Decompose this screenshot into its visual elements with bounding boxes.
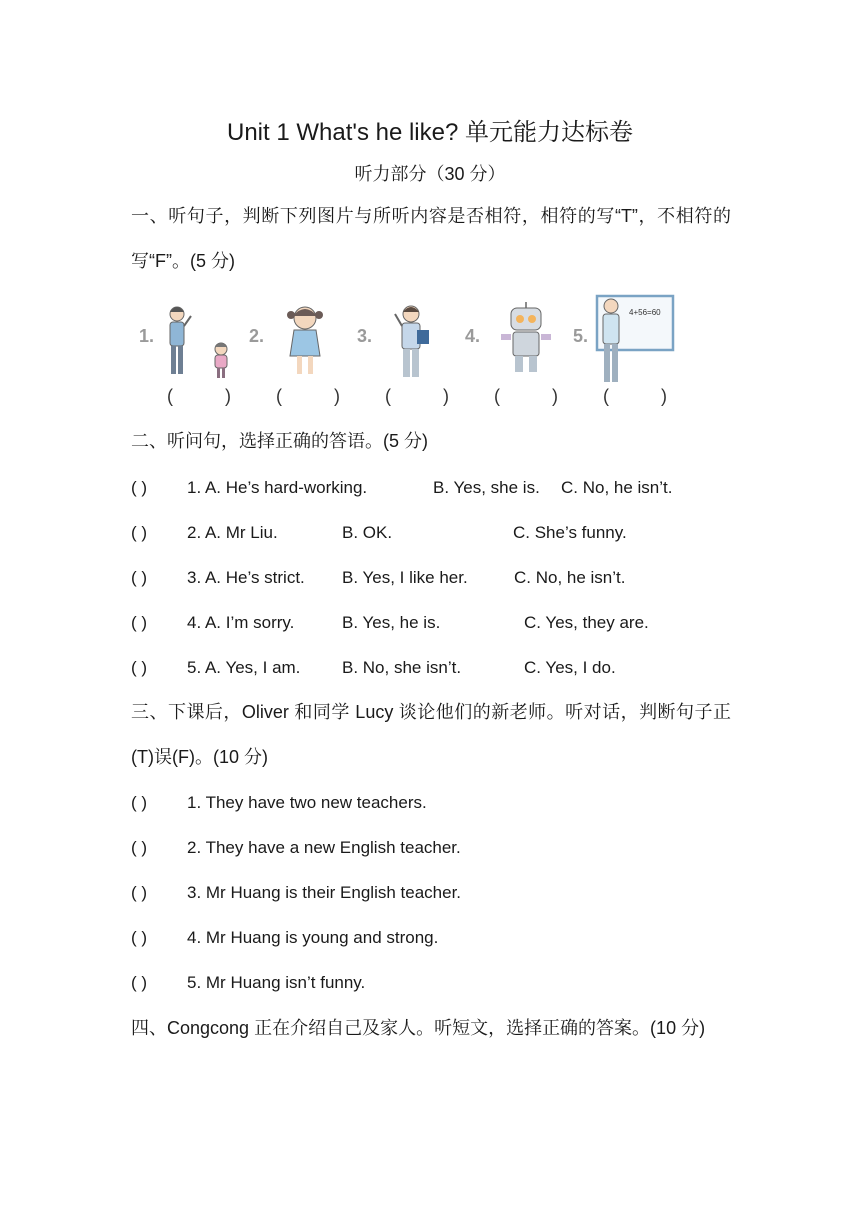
picture-5-teacher-at-board: [595, 294, 675, 384]
picture-number-5: 5.: [573, 326, 589, 346]
answer-blank[interactable]: ( ): [131, 883, 148, 902]
option-a: 3. A. He’s strict.: [187, 568, 305, 587]
statement-text: 3. Mr Huang is their English teacher.: [187, 883, 462, 902]
option-a: 4. A. I’m sorry.: [187, 613, 295, 632]
picture-number-2: 2.: [249, 326, 265, 346]
board-equation: 4+56=60: [629, 308, 661, 317]
option-b: B. Yes, I like her.: [342, 568, 468, 587]
section3-heading: 三、下课后，Oliver 和同学 Lucy 谈论他们的新老师。听对话，判断句子正(T)误(F)。(10 分): [131, 702, 731, 767]
option-c: C. No, he isn’t.: [561, 478, 673, 497]
section2-heading: 二、听问句，选择正确的答语。(5 分): [131, 431, 428, 451]
section1-picture-row: [131, 294, 691, 384]
statement-text: 2. They have a new English teacher.: [187, 838, 461, 857]
answer-blank[interactable]: ( ): [131, 568, 148, 587]
statement-text: 5. Mr Huang isn’t funny.: [187, 973, 366, 992]
picture-4-robot: [495, 302, 559, 382]
answer-blank[interactable]: ( ): [131, 838, 148, 857]
option-b: B. Yes, he is.: [342, 613, 441, 632]
picture-number-1: 1.: [139, 326, 155, 346]
option-b: B. Yes, she is.: [433, 478, 540, 497]
page-title: Unit 1 What's he like? 单元能力达标卷: [226, 119, 634, 146]
option-c: C. No, he isn’t.: [514, 568, 626, 587]
answer-blank[interactable]: ( ): [131, 658, 148, 677]
answer-blank[interactable]: ( ): [131, 928, 148, 947]
option-a: 5. A. Yes, I am.: [187, 658, 301, 677]
picture-1-man-and-girl: [161, 302, 241, 382]
statement-text: 4. Mr Huang is young and strong.: [187, 928, 439, 947]
statement-text: 1. They have two new teachers.: [187, 793, 427, 812]
option-b: B. OK.: [342, 523, 393, 542]
option-c: C. Yes, I do.: [524, 658, 616, 677]
answer-blank[interactable]: ( ): [131, 973, 148, 992]
option-b: B. No, she isn’t.: [342, 658, 462, 677]
option-a: 2. A. Mr Liu.: [187, 523, 278, 542]
picture-2-girl: [279, 300, 331, 380]
answer-blank[interactable]: ( ): [131, 478, 148, 497]
option-c: C. Yes, they are.: [524, 613, 649, 632]
section1-heading: 一、听句子，判断下列图片与所听内容是否相符，相符的写“T”，不相符的写“F”。(5 分): [131, 206, 731, 271]
section4-heading: 四、Congcong 正在介绍自己及家人。听短文，选择正确的答案。(10 分): [131, 1018, 706, 1038]
page-subtitle: 听力部分（30 分）: [354, 164, 506, 184]
option-a: 1. A. He’s hard-working.: [187, 478, 368, 497]
picture-number-4: 4.: [465, 326, 481, 346]
option-c: C. She’s funny.: [513, 523, 627, 542]
picture-3-man-with-book: [387, 302, 443, 382]
answer-blank[interactable]: ( ): [131, 523, 148, 542]
picture-number-3: 3.: [357, 326, 373, 346]
answer-blank[interactable]: ( ): [131, 613, 148, 632]
answer-blank[interactable]: ( ): [131, 793, 148, 812]
